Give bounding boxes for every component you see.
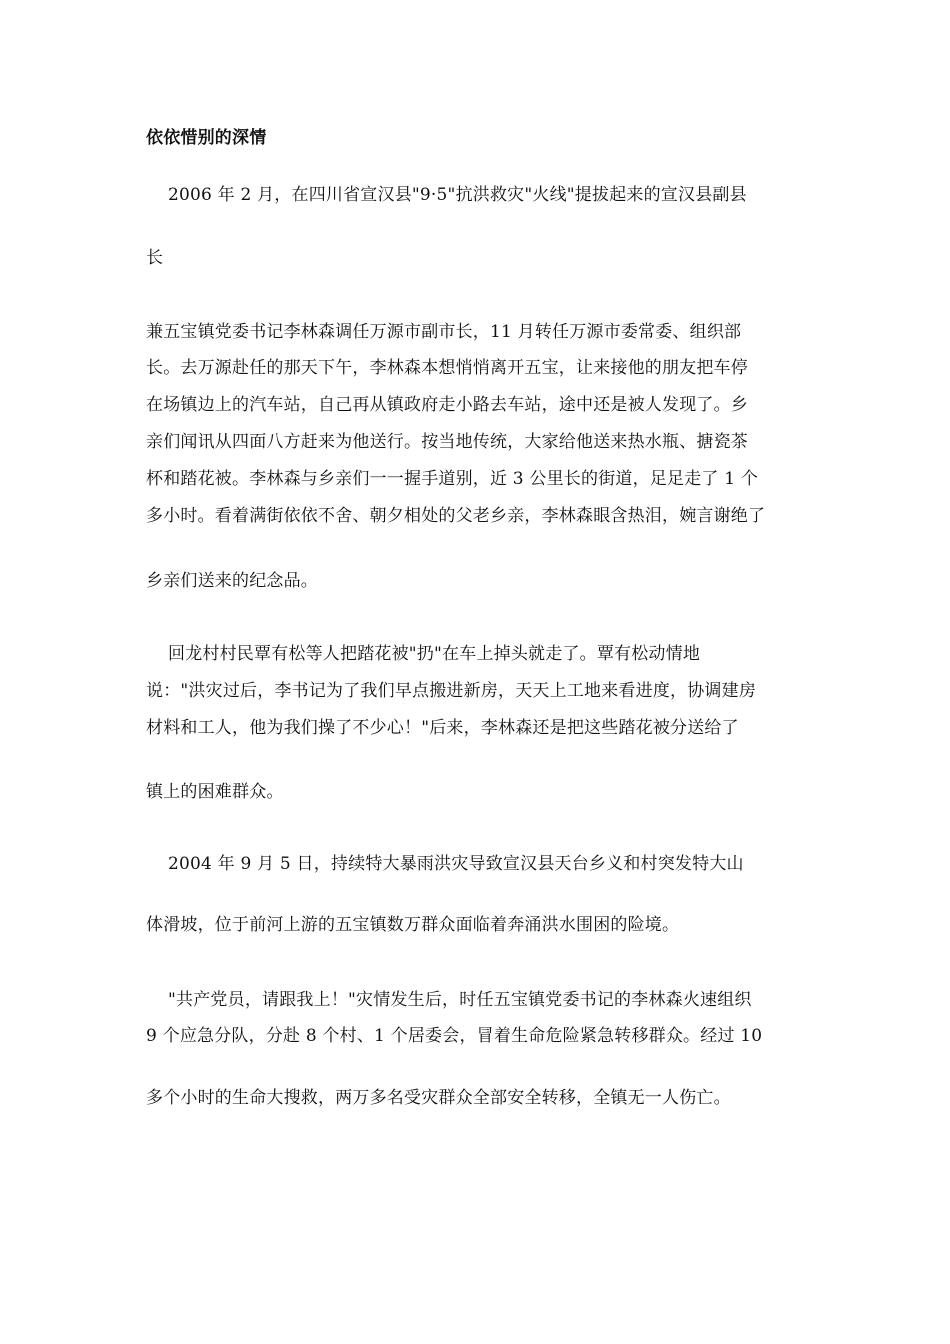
document-title: 依依惜别的深情 (146, 128, 267, 148)
paragraph-line: 9 个应急分队，分赴 8 个村、1 个居委会，冒着生命危险紧急转移群众。经过 10 (146, 1026, 763, 1046)
paragraph-line: 在场镇边上的汽车站，自己再从镇政府走小路去车站，途中还是被人发现了。乡 (146, 395, 748, 415)
paragraph-line: 兼五宝镇党委书记李林森调任万源市副市长，11 月转任万源市委常委、组织部 (146, 322, 742, 342)
paragraph-line: 镇上的困难群众。 (146, 782, 284, 802)
paragraph-line: 说："洪灾过后，李书记为了我们早点搬进新房，天天上工地来看进度，协调建房 (146, 681, 757, 701)
paragraph-line: 长。去万源赴任的那天下午，李林森本想悄悄离开五宝，让来接他的朋友把车停 (146, 358, 748, 378)
paragraph-line: 2004 年 9 月 5 日，持续特大暴雨洪灾导致宣汉县天台乡义和村突发特大山 (168, 854, 744, 874)
paragraph-line: 多个小时的生命大搜救，两万多名受灾群众全部安全转移，全镇无一人伤亡。 (146, 1088, 731, 1108)
paragraph-line: 材料和工人，他为我们操了不少心！"后来，李林森还是把这些踏花被分送给了 (146, 718, 739, 738)
paragraph-line: 乡亲们送来的纪念品。 (146, 571, 318, 591)
paragraph-line: "共产党员，请跟我上！"灾情发生后，时任五宝镇党委书记的李林森火速组织 (168, 990, 752, 1010)
paragraph-line: 2006 年 2 月，在四川省宣汉县"9·5"抗洪救灾"火线"提拔起来的宣汉县副县 (168, 185, 747, 205)
paragraph-line: 体滑坡，位于前河上游的五宝镇数万群众面临着奔涌洪水围困的险境。 (146, 915, 680, 935)
paragraph-line: 亲们闻讯从四面八方赶来为他送行。按当地传统，大家给他送来热水瓶、搪瓷茶 (146, 432, 748, 452)
paragraph-line: 长 (146, 248, 164, 268)
paragraph-line: 回龙村村民覃有松等人把踏花被"扔"在车上掉头就走了。覃有松动情地 (168, 644, 701, 664)
paragraph-line: 多小时。看着满街依依不舍、朝夕相处的父老乡亲，李林森眼含热泪，婉言谢绝了 (146, 506, 766, 526)
paragraph-line: 杯和踏花被。李林森与乡亲们一一握手道别，近 3 公里长的街道，足足走了 1 个 (146, 469, 759, 489)
